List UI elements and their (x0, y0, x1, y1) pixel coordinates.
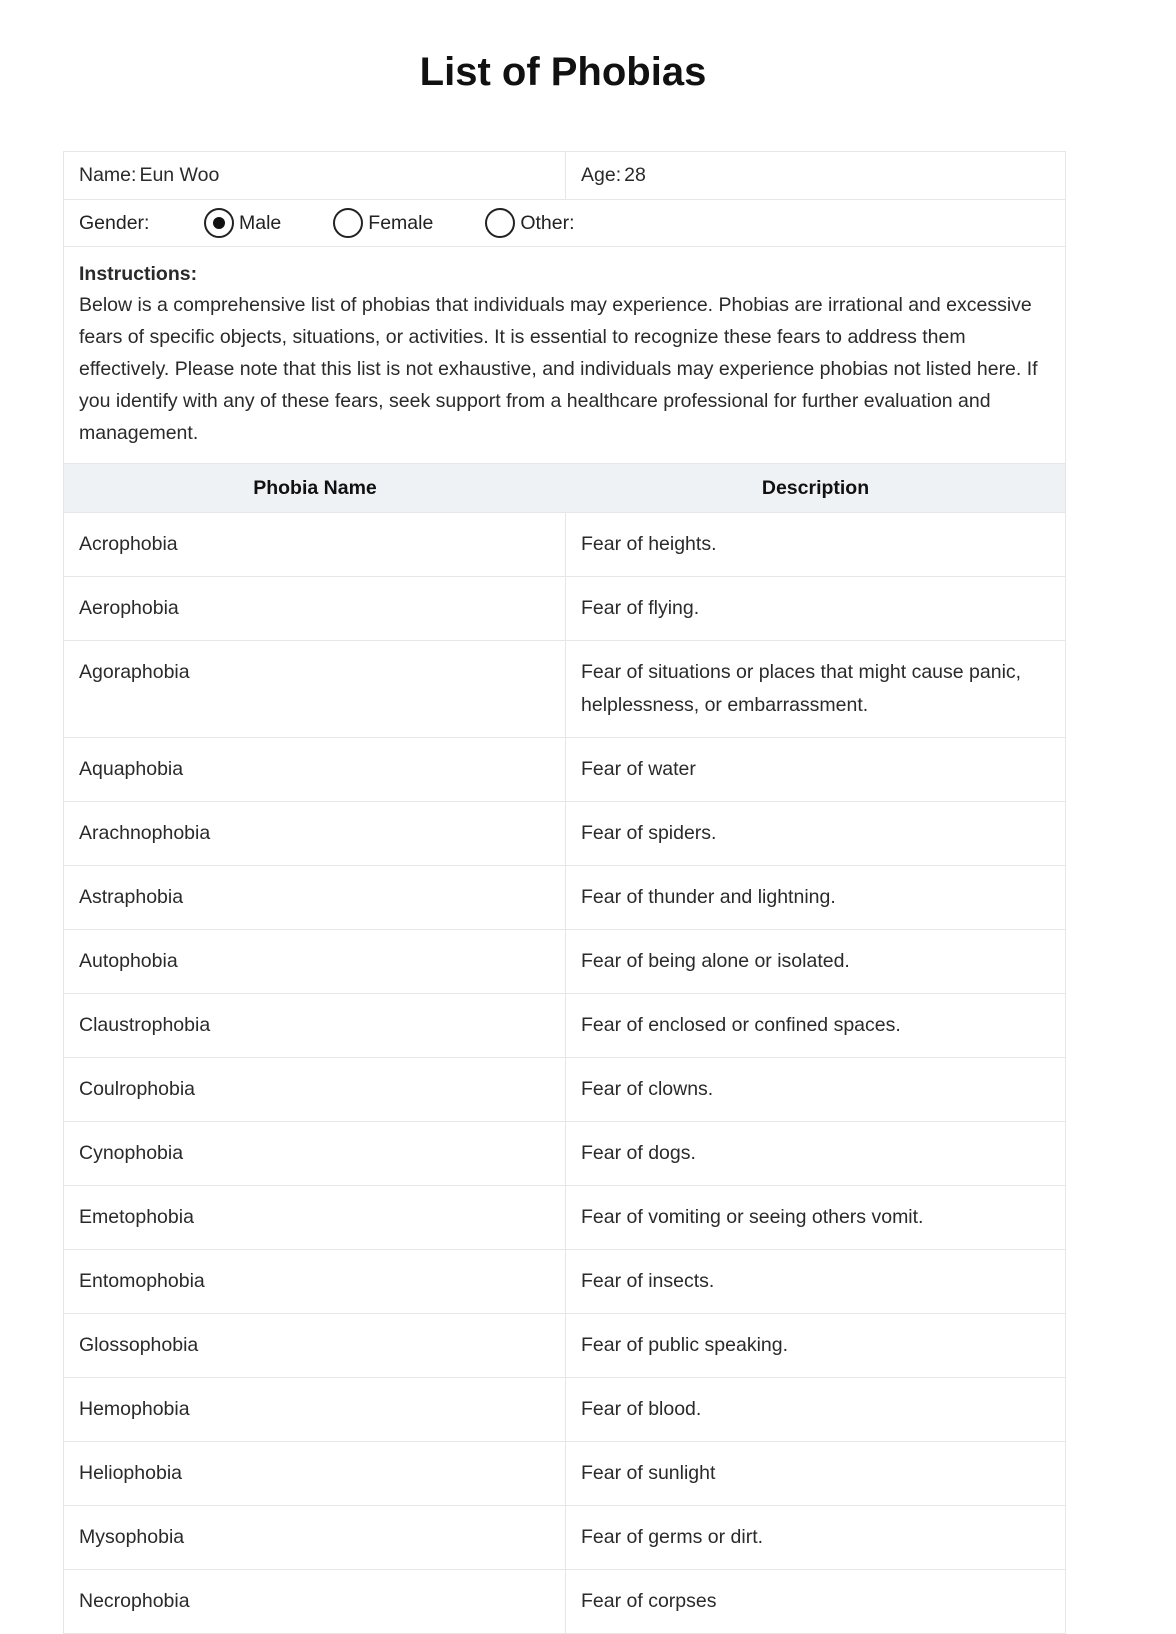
table-row (64, 802, 1065, 866)
gender-option-male[interactable] (204, 208, 281, 238)
phobia-name-cell: Arachnophobia (64, 802, 566, 865)
age-value: 28 (624, 164, 646, 186)
gender-option-label: Other: (520, 211, 575, 234)
phobia-name-cell: Claustrophobia (64, 994, 566, 1057)
table-row (64, 994, 1065, 1058)
table-row (64, 1058, 1065, 1122)
gender-row (64, 200, 1065, 247)
table-body (64, 513, 1065, 1633)
phobia-name-cell: Necrophobia (64, 1570, 566, 1633)
phobia-description-cell: Fear of insects. (581, 1270, 715, 1292)
phobia-description-cell: Fear of clowns. (581, 1078, 714, 1100)
phobia-name-cell: Autophobia (64, 930, 566, 993)
phobia-name-cell: Emetophobia (64, 1186, 566, 1249)
radio-unchecked-icon[interactable] (333, 208, 363, 238)
age-field[interactable] (566, 152, 1065, 199)
phobia-description-cell: Fear of sunlight (581, 1462, 716, 1484)
table-row (64, 1506, 1065, 1570)
phobia-name-cell: Entomophobia (64, 1250, 566, 1313)
table-row (64, 1314, 1065, 1378)
radio-unchecked-icon[interactable] (485, 208, 515, 238)
table-row (64, 577, 1065, 641)
phobia-description-cell: Fear of flying. (581, 597, 700, 619)
phobia-name-cell: Aquaphobia (64, 738, 566, 801)
table-row (64, 1442, 1065, 1506)
phobia-name-cell: Glossophobia (64, 1314, 566, 1377)
table-row (64, 1378, 1065, 1442)
table-row (64, 930, 1065, 994)
phobia-description-cell: Fear of vomiting or seeing others vomit. (581, 1206, 924, 1228)
phobia-name-cell: Heliophobia (64, 1442, 566, 1505)
phobia-name-cell: Aerophobia (64, 577, 566, 640)
table-row (64, 1186, 1065, 1250)
phobia-name-cell: Mysophobia (64, 1506, 566, 1569)
phobia-name-cell: Agoraphobia (64, 641, 566, 737)
phobia-description-cell: Fear of thunder and lightning. (581, 886, 836, 908)
patient-info-row (64, 152, 1065, 200)
gender-option-female[interactable] (333, 208, 433, 238)
instructions-body: Below is a comprehensive list of phobias that individuals may experience. Phobias are irrational and excessive fears of specific objects, situations, or activities. It is essential to recognize these fears to address them effectively. Please note that this list is not exhaustive, and individuals may experience phobias not listed here. If you identify with any of these fears, seek support from a healthcare professional for further evaluation and management. (79, 294, 1038, 444)
gender-label: Gender: (79, 211, 150, 234)
name-field[interactable] (64, 152, 566, 199)
table-row (64, 641, 1065, 738)
phobia-description-cell: Fear of public speaking. (581, 1334, 789, 1356)
phobia-name-cell: Acrophobia (64, 513, 566, 576)
table-row (64, 1250, 1065, 1314)
phobia-description-cell: Fear of dogs. (581, 1142, 696, 1164)
phobia-form (63, 151, 1066, 1634)
instructions-block (64, 247, 1065, 463)
name-label: Name: (79, 164, 137, 186)
instructions-heading: Instructions: (79, 263, 198, 285)
page-title: List of Phobias (419, 50, 707, 94)
table-row (64, 1122, 1065, 1186)
header-description: Description (761, 476, 870, 499)
phobia-description-cell: Fear of situations or places that might cause panic, helplessness, or embarrassment. (581, 661, 1022, 716)
phobia-description-cell: Fear of spiders. (581, 822, 717, 844)
table-header-row (64, 464, 1065, 513)
phobia-description-cell: Fear of enclosed or confined spaces. (581, 1014, 901, 1036)
radio-checked-icon[interactable] (204, 208, 234, 238)
gender-option-label: Female (368, 211, 434, 234)
gender-radio-group (204, 208, 627, 238)
table-row (64, 738, 1065, 802)
table-row (64, 1570, 1065, 1633)
phobia-description-cell: Fear of germs or dirt. (581, 1526, 764, 1548)
table-row (64, 866, 1065, 930)
instructions-row (64, 247, 1065, 464)
phobia-description-cell: Fear of being alone or isolated. (581, 950, 850, 972)
radio-dot-icon (213, 217, 225, 229)
age-label: Age: (581, 164, 622, 186)
gender-option-other[interactable] (485, 208, 574, 238)
phobia-name-cell: Astraphobia (64, 866, 566, 929)
header-phobia-name: Phobia Name (253, 476, 377, 499)
phobia-description-cell: Fear of blood. (581, 1398, 702, 1420)
phobia-name-cell: Coulrophobia (64, 1058, 566, 1121)
table-row (64, 513, 1065, 577)
phobia-description-cell: Fear of corpses (581, 1590, 717, 1612)
phobia-description-cell: Fear of heights. (581, 533, 717, 555)
gender-option-label: Male (239, 211, 282, 234)
phobia-description-cell: Fear of water (581, 758, 696, 780)
phobia-name-cell: Hemophobia (64, 1378, 566, 1441)
name-value: Eun Woo (139, 164, 220, 186)
phobia-name-cell: Cynophobia (64, 1122, 566, 1185)
